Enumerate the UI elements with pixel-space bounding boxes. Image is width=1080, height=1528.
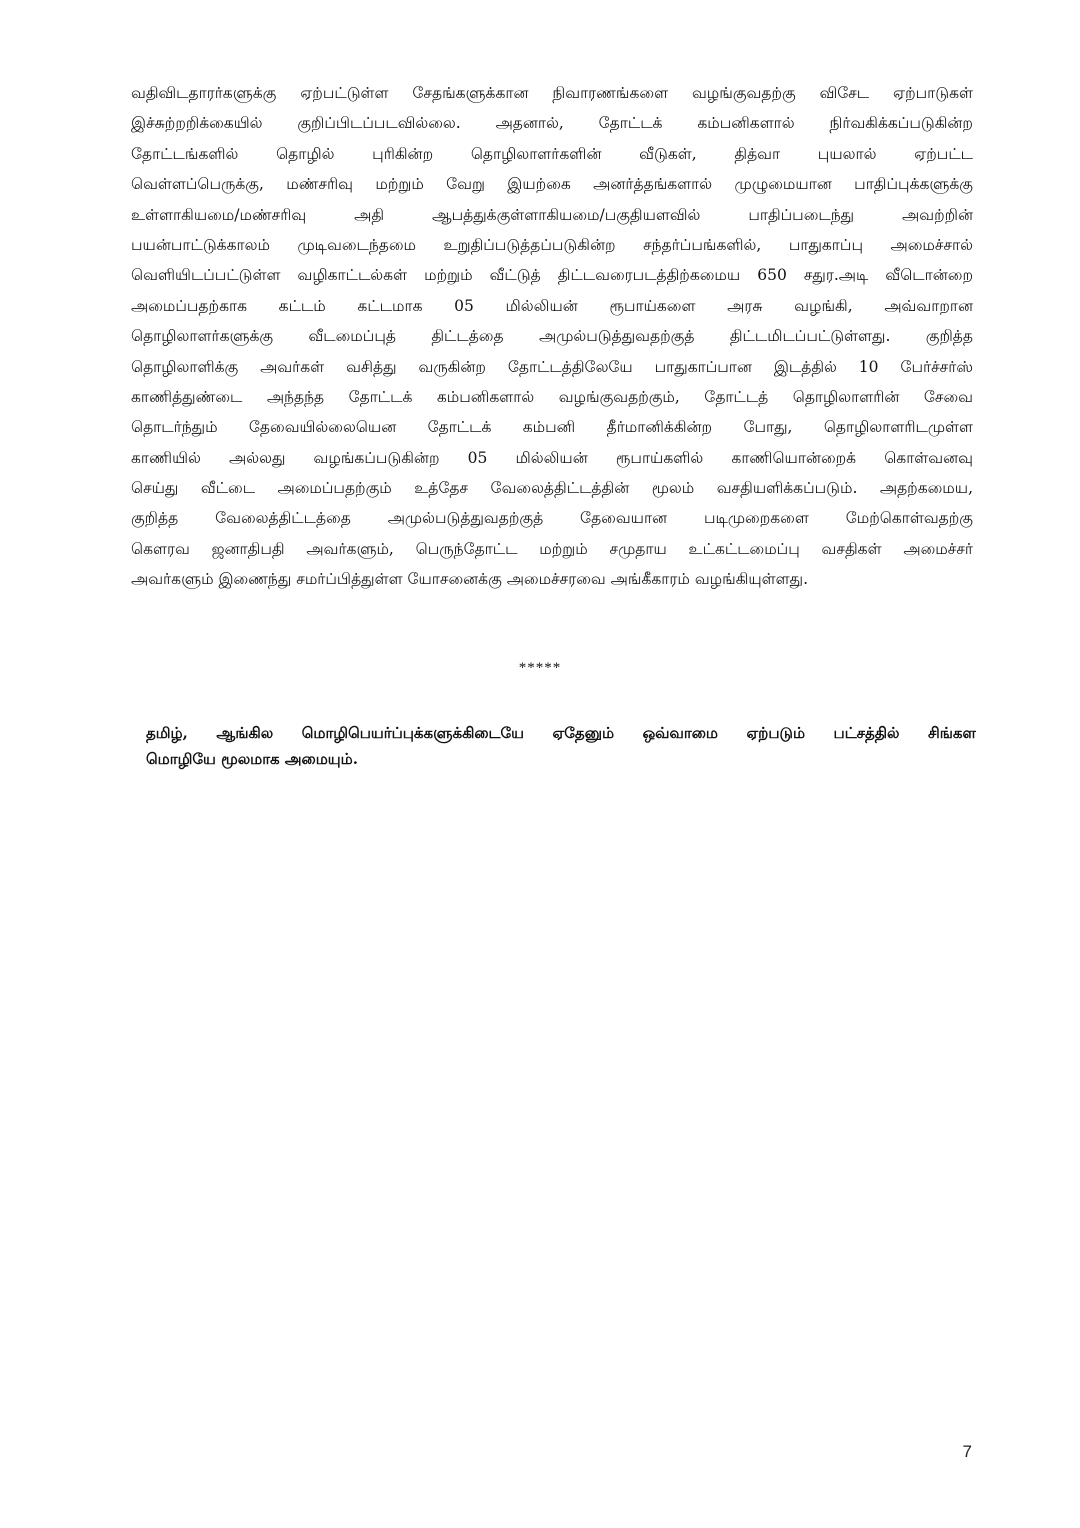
body-line: காணியில் அல்லது வழங்கப்படுகின்ற 05 மில்லியன் ரூபாய்களில் காணியொன்றைக் கொள்வனவு [131,448,973,467]
translation-note [146,720,976,772]
body-paragraph [131,78,973,595]
body-line: வதிவிடதாரர்களுக்கு ஏற்பட்டுள்ள சேதங்களுக்கான நிவாரணங்களை வழங்குவதற்கு விசேட ஏற்பாடுகள் [131,84,973,102]
section-separator: ***** [518,660,562,676]
body-line: செய்து வீட்டை அமைப்பதற்கும் உத்தேச வேலைத்திட்டத்தின் மூலம் வசதியளிக்கப்படும். அதற்கமைய, [131,479,973,498]
page-number: 7 [962,1442,972,1461]
body-line: வெள்ளப்பெருக்கு, மண்சரிவு மற்றும் வேறு இயற்கை அனர்த்தங்களால் முழுமையான பாதிப்புக்களுக்கு [131,175,973,194]
note-line: தமிழ், ஆங்கில மொழிபெயர்ப்புக்களுக்கிடையே ஏதேனும் ஒவ்வாமை ஏற்படும் பட்சத்தில் சிங்கள [146,724,976,742]
body-line: பயன்பாட்டுக்காலம் முடிவடைந்தமை உறுதிப்படுத்தப்படுகின்ற சந்தர்ப்பங்களில், பாதுகாப்பு அமைச்சால் [131,235,973,254]
body-line: குறித்த வேலைத்திட்டத்தை அமுல்படுத்துவதற்குத் தேவையான படிமுறைகளை மேற்கொள்வதற்கு [131,509,973,528]
body-line: இச்சுற்றறிக்கையில் குறிப்பிடப்படவில்லை. அதனால், தோட்டக் கம்பனிகளால் நிர்வகிக்கப்படுகின்ற [131,114,973,133]
body-line: உள்ளாகியமை/மண்சரிவு அதி ஆபத்துக்குள்ளாகியமை/பகுதியளவில் பாதிப்படைந்து அவற்றின் [131,205,973,224]
body-line: தொடர்ந்தும் தேவையில்லையென தோட்டக் கம்பனி தீர்மானிக்கின்ற போது, தொழிலாளரிடமுள்ள [131,418,973,437]
body-line: காணித்துண்டை அந்தந்த தோட்டக் கம்பனிகளால் வழங்குவதற்கும், தோட்டத் தொழிலாளரின் சேவை [131,387,973,406]
body-line: தொழிலாளிக்கு அவர்கள் வசித்து வருகின்ற தோட்டத்திலேயே பாதுகாப்பான இடத்தில் 10 பேர்ச்சர்ஸ் [131,357,973,376]
note-line: மொழியே மூலமாக அமையும். [146,750,358,768]
body-line: தொழிலாளர்களுக்கு வீடமைப்புத் திட்டத்தை அமுல்படுத்துவதற்குத் திட்டமிடப்பட்டுள்ளது. குறித்த [131,327,973,346]
body-line: கௌரவ ஜனாதிபதி அவர்களும், பெருந்தோட்ட மற்றும் சமுதாய உட்கட்டமைப்பு வசதிகள் அமைச்சர் [131,539,973,558]
body-line: அவர்களும் இணைந்து சமர்ப்பித்துள்ள யோசனைக்கு அமைச்சரவை அங்கீகாரம் வழங்கியுள்ளது. [131,570,809,589]
body-line: வெளியிடப்பட்டுள்ள வழிகாட்டல்கள் மற்றும் வீட்டுத் திட்டவரைபடத்திற்கமைய 650 சதுர.அடி வீடொன்றை [131,266,973,285]
body-line: தோட்டங்களில் தொழில் புரிகின்ற தொழிலாளர்களின் வீடுகள், தித்வா புயலால் ஏற்பட்ட [131,144,973,163]
body-line: அமைப்பதற்காக கட்டம் கட்டமாக 05 மில்லியன் ரூபாய்களை அரசு வழங்கி, அவ்வாறான [131,296,973,315]
